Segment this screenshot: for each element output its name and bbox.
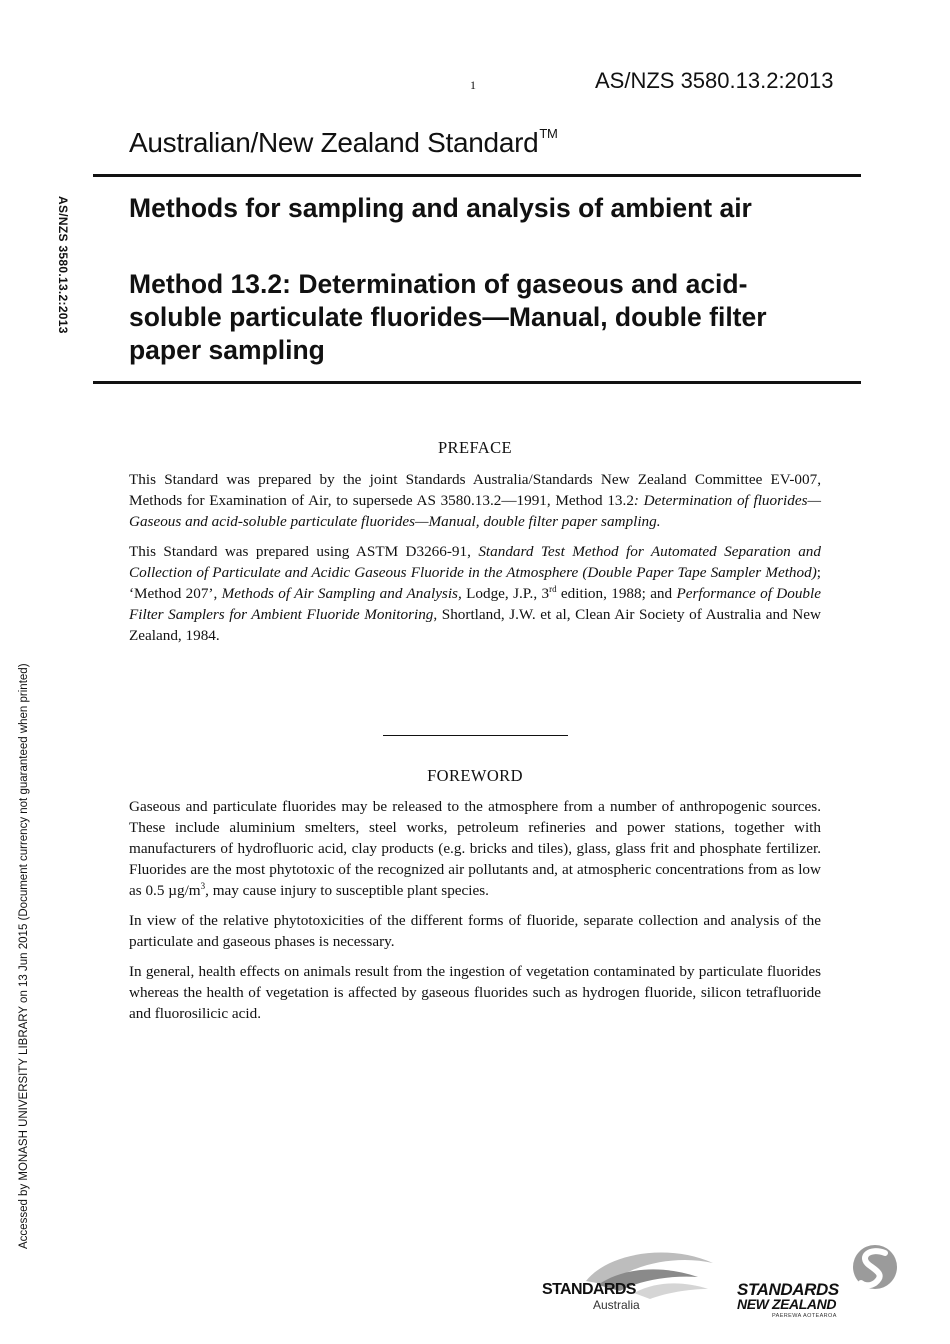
page-number: 1 [470, 78, 476, 92]
preface-p1-text: This Standard was prepared by the joint Standards Australia/Standards New Zealand Committee EV-007, Methods for Examination of Air, to supersede AS 3580.13.2—1991, Method 13.2 [129, 471, 821, 509]
standard-title-text: Australian/New Zealand Standard [129, 127, 539, 158]
standards-nz-subtitle: PAEREWA AOTEAROA [772, 1313, 837, 1319]
foreword-paragraph-2: In view of the relative phytotoxicities of the different forms of fluoride, separate collection and analysis of the particulate and gaseous phases is necessary. [129, 912, 821, 950]
foreword-heading: FOREWORD [427, 766, 523, 785]
standard-title [129, 126, 558, 159]
standards-australia-subtitle: Australia [593, 1298, 640, 1312]
section-divider [383, 735, 568, 736]
standards-nz-name-line-1: STANDARDS [737, 1280, 839, 1299]
side-document-code: AS/NZS 3580.13.2:2013 [56, 196, 70, 334]
preface-heading: PREFACE [437, 438, 512, 457]
preface-p2-text-d: edition, 1988; and [556, 585, 677, 602]
title-bottom-rule [93, 381, 861, 384]
preface-p2-italic-c: Performance of Double Filter Samplers for Ambient Fluoride Monitoring [129, 585, 821, 623]
preface-p2-text-e: , Shortland, J.W. et al, Clean Air Society of Australia and New Zealand, 1984. [129, 606, 821, 644]
preface-p2-text-b: ; ‘Method 207’, [129, 564, 821, 602]
preface-p2-italic-a: Standard Test Method for Automated Separation and Collection of Particulate and Acidic Gaseous Fluoride in the Atmosphere (Double Paper Tape Sampler Method) [129, 543, 821, 581]
document-code: AS/NZS 3580.13.2:2013 [595, 68, 834, 93]
foreword-paragraph-3: In general, health effects on animals result from the ingestion of vegetation contaminated by particulate fluorides whereas the health of vegetation is affected by gaseous fluorides such as hydrogen fluoride, silicon tetrafluoride and fluorosilicic acid. [129, 963, 821, 1022]
foreword-p1-text: Gaseous and particulate fluorides may be released to the atmosphere from a number of anthropogenic sources. These include aluminium smelters, steel works, petroleum refineries and power stations, together with manufacturers of hydrofluoric acid, clay products (e.g. bricks and tiles), glass, glass frit and phosphate fertilizer. Fluorides are the most phytotoxic of the recognized air pollutants and, at atmospheric concentrations from as low as 0.5 µg/m [129, 798, 821, 899]
standards-nz-name-line-2: NEW ZEALAND [737, 1296, 837, 1312]
preface-paragraph-1 [129, 469, 821, 532]
foreword-p1-superscript: 3 [200, 881, 206, 891]
top-rule [93, 174, 861, 177]
foreword-p1-text-b: , may cause injury to susceptible plant species. [205, 882, 489, 899]
foreword-paragraph-1 [129, 796, 821, 901]
preface-p2-italic-b: Methods of Air Sampling and Analysis, [221, 585, 462, 602]
preface-paragraph-2 [129, 541, 821, 646]
standards-australia-name: STANDARDS [542, 1281, 636, 1298]
preface-p2-text-c: Lodge, J.P., 3 [461, 585, 550, 602]
preface-p1-italic: : Determination of fluorides—Gaseous and acid-soluble particulate fluorides—Manual, double filter paper sampling. [129, 492, 821, 530]
trademark-mark: TM [539, 126, 558, 141]
method-title: Method 13.2: Determination of gaseous and acid-soluble particulate fluorides—Manual, double filter paper sampling [129, 269, 767, 365]
foreword-section [129, 796, 821, 1033]
preface-section [129, 469, 821, 655]
access-note: Accessed by MONASH UNIVERSITY LIBRARY on 13 Jun 2015 (Document currency not guaranteed when printed) [18, 663, 30, 1249]
preface-p2-text-a: This Standard was prepared using ASTM D3266-91, [129, 543, 479, 560]
preface-p2-superscript: rd [549, 584, 557, 594]
main-title: Methods for sampling and analysis of ambient air [129, 193, 752, 223]
